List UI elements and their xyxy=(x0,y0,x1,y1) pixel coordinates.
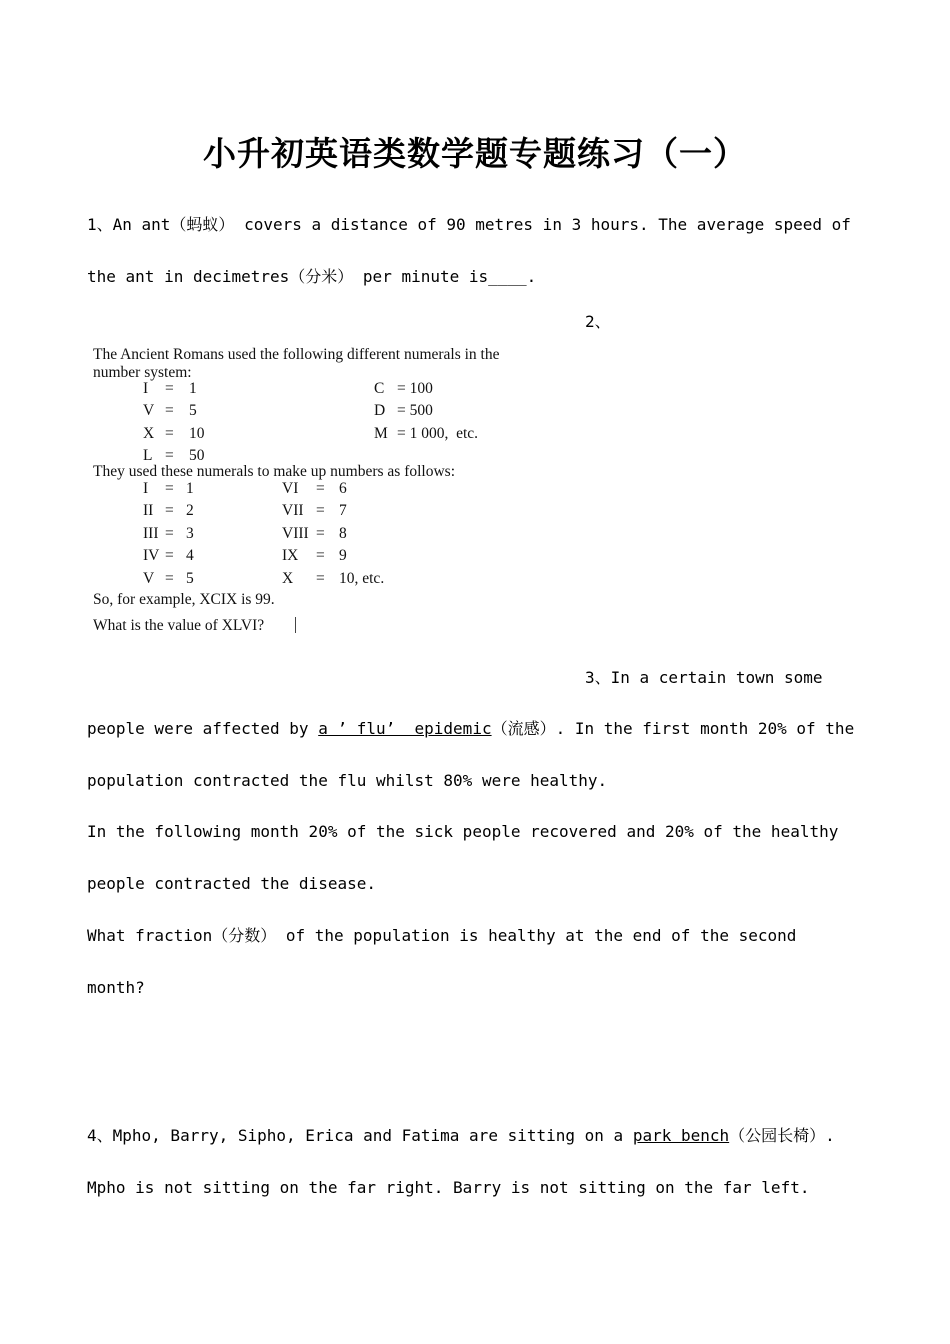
q4-text: 4、Mpho, Barry, Sipho, Erica and Fatima are sitting on a xyxy=(87,1126,633,1145)
combo-equals: = xyxy=(165,525,174,542)
q4-line-2: Mpho is not sitting on the far right. Barry is not sitting on the far left. xyxy=(87,1178,810,1197)
text-cursor xyxy=(295,617,296,633)
combo-equals: = xyxy=(316,525,325,542)
numeral-value: 50 xyxy=(189,447,205,464)
numeral-value: 5 xyxy=(189,402,197,419)
q3-line-6: What fraction（分数） of the population is healthy at the end of the second xyxy=(87,926,797,945)
numeral-value: 1 xyxy=(189,380,197,397)
q3-line-3: population contracted the flu whilst 80% were healthy. xyxy=(87,771,608,790)
figure-mid-text: They used these numerals to make up numbers as follows: xyxy=(93,463,456,480)
combo-symbol: II xyxy=(143,502,154,519)
numeral-value: = 500 xyxy=(397,402,433,419)
q4-text: （公园长椅）. xyxy=(729,1126,835,1145)
q1-line-1: 1、An ant（蚂蚁） covers a distance of 90 metres in 3 hours. The average speed of xyxy=(87,215,851,234)
combo-symbol: IX xyxy=(282,547,299,564)
combo-symbol: III xyxy=(143,525,159,542)
combo-symbol: VIII xyxy=(282,525,309,542)
combo-value: 4 xyxy=(186,547,194,564)
figure-example: So, for example, XCIX is 99. xyxy=(93,591,275,608)
q4-line-1 xyxy=(87,1126,835,1146)
combo-equals: = xyxy=(165,547,174,564)
numeral-symbol: I xyxy=(143,380,149,397)
numeral-value: 10 xyxy=(189,425,205,442)
numeral-value: = 100 xyxy=(397,380,433,397)
combo-symbol: I xyxy=(143,480,149,497)
numeral-equals: = xyxy=(165,380,174,397)
numeral-equals: = xyxy=(165,447,174,464)
combo-value: 3 xyxy=(186,525,194,542)
q3-line-7: month? xyxy=(87,978,145,997)
combo-symbol: VI xyxy=(282,480,299,497)
combo-equals: = xyxy=(316,480,325,497)
combo-value: 1 xyxy=(186,480,194,497)
q3-line-5: people contracted the disease. xyxy=(87,874,376,893)
q3-text: people were affected by xyxy=(87,719,319,738)
combo-equals: = xyxy=(316,547,325,564)
combo-equals: = xyxy=(165,480,174,497)
combo-symbol: V xyxy=(143,570,155,587)
page-title: 小升初英语类数学题专题练习（一） xyxy=(203,134,747,173)
numeral-equals: = xyxy=(165,425,174,442)
combo-value: 5 xyxy=(186,570,194,587)
q2-number: 2、 xyxy=(585,312,611,331)
numeral-symbol: M xyxy=(374,425,388,442)
q3-text: （流感）. In the first month 20% of the xyxy=(491,719,855,738)
q3-line-1: 3、In a certain town some xyxy=(585,668,823,687)
combo-value: 6 xyxy=(339,480,347,497)
combo-symbol: IV xyxy=(143,547,160,564)
numeral-symbol: X xyxy=(143,425,155,442)
combo-symbol: VII xyxy=(282,502,304,519)
combo-value: 9 xyxy=(339,547,347,564)
figure-question: What is the value of XLVI? xyxy=(93,617,265,634)
combo-equals: = xyxy=(165,502,174,519)
park-bench-term: park bench xyxy=(632,1126,730,1145)
numeral-symbol: D xyxy=(374,402,386,419)
figure-intro-line-1: The Ancient Romans used the following different numerals in the xyxy=(93,346,500,363)
combo-value: 8 xyxy=(339,525,347,542)
combo-value: 2 xyxy=(186,502,194,519)
figure-intro-line-2: number system: xyxy=(93,364,192,381)
flu-epidemic-term: a ’ flu’ epidemic xyxy=(318,719,492,738)
numeral-symbol: V xyxy=(143,402,155,419)
q3-line-4: In the following month 20% of the sick people recovered and 20% of the healthy xyxy=(87,822,839,841)
q1-line-2: the ant in decimetres（分米） per minute is____. xyxy=(87,267,537,286)
q3-line-2 xyxy=(87,719,854,739)
numeral-symbol: C xyxy=(374,380,385,397)
combo-value: 10, etc. xyxy=(339,570,385,587)
combo-equals: = xyxy=(165,570,174,587)
numeral-equals: = xyxy=(165,402,174,419)
combo-equals: = xyxy=(316,570,325,587)
combo-symbol: X xyxy=(282,570,294,587)
combo-value: 7 xyxy=(339,502,347,519)
numeral-symbol: L xyxy=(143,447,153,464)
numeral-value: = 1 000, etc. xyxy=(397,425,479,442)
combo-equals: = xyxy=(316,502,325,519)
